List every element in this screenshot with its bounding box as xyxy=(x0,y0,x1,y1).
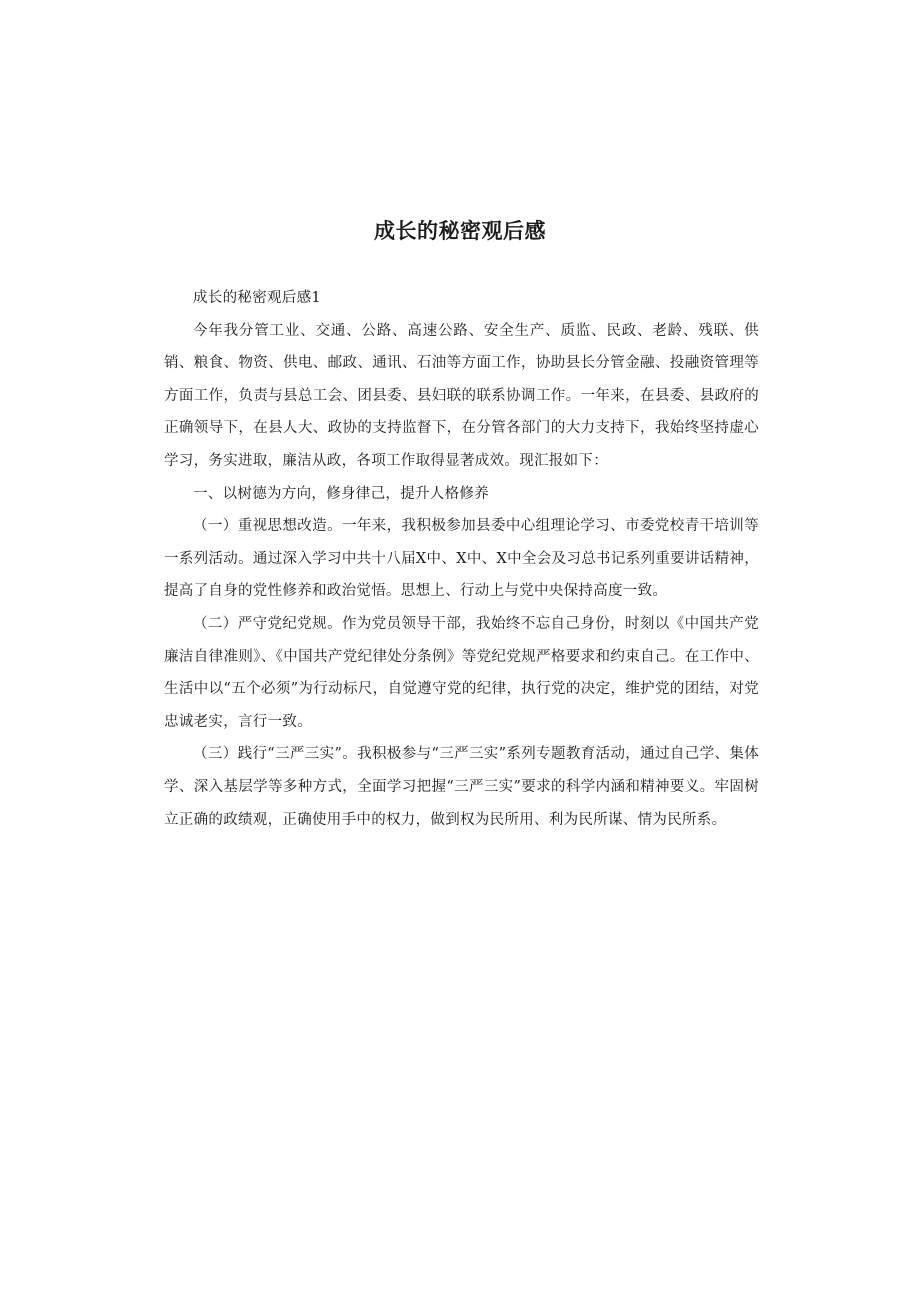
body-paragraph-1: （一）重视思想改造。一年来，我积极参加县委中心组理论学习、市委党校青干培训等一系列活动。通过深入学习中共十八届X中、X中、X中全会及习总书记系列重要讲话精神，提高了自身的党性修养和政治觉悟。思想上、行动上与党中央保持高度一致。 xyxy=(164,518,759,600)
intro-paragraph: 今年我分管工业、交通、公路、高速公路、安全生产、质监、民政、老龄、残联、供销、粮食、物资、供电、邮政、通讯、石油等方面工作，协助县长分管金融、投融资管理等方面工作，负责与县总工会、团县委、县妇联的联系协调工作。一年来，在县委、县政府的正确领导下，在县人大、政协的支持监督下，在分管各部门的大力支持下，我始终坚持虚心学习，务实进取，廉洁从政，各项工作取得显著成效。现汇报如下： xyxy=(164,322,759,469)
document-title: 成长的秘密观后感 xyxy=(374,219,546,243)
body-paragraph-3: （三）践行“三严三实”。我积极参与“三严三实”系列专题教育活动，通过自己学、集体学、深入基层学等多种方式，全面学习把握“三严三实”要求的科学内涵和精神要义。牢固树立正确的政绩观，正确使用手中的权力，做到权为民所用、利为民所谋、情为民所系。 xyxy=(164,746,759,828)
body-paragraph-2: （二）严守党纪党规。作为党员领导干部，我始终不忘自己身份，时刻以《中国共产党廉洁自律准则》、《中国共产党纪律处分条例》等党纪党规严格要求和约束自己。在工作中、生活中以“五个必须”为行动标尺，自觉遵守党的纪律，执行党的决定，维护党的团结，对党忠诚老实，言行一致。 xyxy=(164,615,759,730)
subtitle-paragraph: 成长的秘密观后感1 xyxy=(193,290,321,306)
document-body xyxy=(164,282,759,836)
section-heading: 一、以树德为方向，修身律己，提升人格修养 xyxy=(193,485,489,502)
